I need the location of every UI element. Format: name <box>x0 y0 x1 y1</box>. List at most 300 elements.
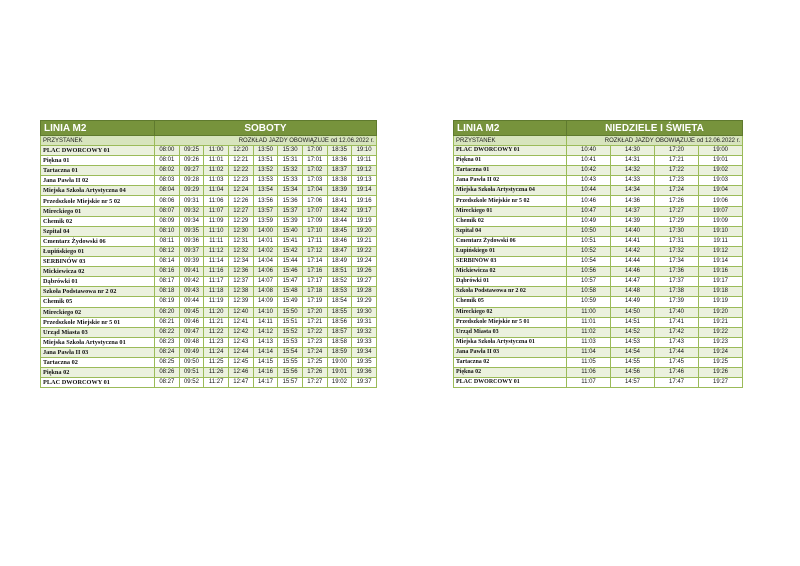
departure-time: 17:43 <box>655 337 699 347</box>
departure-time: 14:54 <box>611 347 655 357</box>
departure-time: 19:23 <box>699 337 743 347</box>
table-row <box>454 357 743 367</box>
departure-time: 17:40 <box>655 307 699 317</box>
departure-time: 08:03 <box>155 176 180 186</box>
table-row <box>454 166 743 176</box>
departure-time: 09:42 <box>179 277 204 287</box>
sunday-subheader-row <box>454 136 743 146</box>
departure-time: 17:06 <box>302 196 327 206</box>
departure-time: 08:16 <box>155 267 180 277</box>
stop-name: Szkoła Podstawowa nr 2 02 <box>454 287 567 297</box>
departure-time: 12:27 <box>228 206 253 216</box>
departure-time: 19:12 <box>699 246 743 256</box>
departure-time: 10:47 <box>567 206 611 216</box>
departure-time: 17:21 <box>302 317 327 327</box>
departure-time: 17:34 <box>655 257 699 267</box>
table-row <box>41 317 377 327</box>
table-row <box>41 327 377 337</box>
departure-time: 17:23 <box>302 337 327 347</box>
departure-time: 17:27 <box>302 378 327 388</box>
departure-time: 19:20 <box>352 226 377 236</box>
departure-time: 13:52 <box>253 166 278 176</box>
stop-name: Tartaczna 01 <box>41 166 155 176</box>
departure-time: 15:37 <box>278 206 303 216</box>
departure-time: 17:03 <box>302 176 327 186</box>
departure-time: 19:34 <box>352 347 377 357</box>
departure-time: 18:38 <box>327 176 352 186</box>
departure-time: 09:36 <box>179 236 204 246</box>
table-row <box>41 216 377 226</box>
departure-time: 17:01 <box>302 156 327 166</box>
table-row <box>454 277 743 287</box>
departure-time: 14:13 <box>253 337 278 347</box>
saturday-subheader-row <box>41 136 377 146</box>
departure-time: 13:53 <box>253 176 278 186</box>
departure-time: 08:26 <box>155 368 180 378</box>
departure-time: 17:02 <box>302 166 327 176</box>
departure-time: 19:24 <box>352 257 377 267</box>
departure-time: 19:32 <box>352 327 377 337</box>
departure-time: 12:47 <box>228 378 253 388</box>
departure-time: 17:31 <box>655 236 699 246</box>
departure-time: 08:02 <box>155 166 180 176</box>
table-row <box>41 287 377 297</box>
table-row <box>454 327 743 337</box>
departure-time: 19:10 <box>352 146 377 156</box>
departure-time: 12:40 <box>228 307 253 317</box>
departure-time: 14:57 <box>611 378 655 388</box>
stop-name: SERBINÓW 03 <box>454 257 567 267</box>
departure-time: 17:09 <box>302 216 327 226</box>
table-row <box>41 156 377 166</box>
departure-time: 19:21 <box>699 317 743 327</box>
departure-time: 17:24 <box>302 347 327 357</box>
departure-time: 15:57 <box>278 378 303 388</box>
departure-time: 17:17 <box>302 277 327 287</box>
stop-name: Łupińskiego 01 <box>41 246 155 256</box>
departure-time: 11:07 <box>567 378 611 388</box>
departure-time: 08:23 <box>155 337 180 347</box>
departure-time: 19:27 <box>699 378 743 388</box>
departure-time: 09:51 <box>179 368 204 378</box>
table-row <box>41 277 377 287</box>
departure-time: 09:52 <box>179 378 204 388</box>
departure-time: 17:20 <box>302 307 327 317</box>
departure-time: 08:27 <box>155 378 180 388</box>
departure-time: 13:57 <box>253 206 278 216</box>
departure-time: 19:19 <box>352 216 377 226</box>
table-row <box>41 226 377 236</box>
departure-time: 14:48 <box>611 287 655 297</box>
departure-time: 17:24 <box>655 186 699 196</box>
departure-time: 10:56 <box>567 267 611 277</box>
departure-time: 17:11 <box>302 236 327 246</box>
sunday-rows <box>454 146 743 388</box>
departure-time: 18:36 <box>327 156 352 166</box>
departure-time: 11:12 <box>204 246 229 256</box>
departure-time: 13:56 <box>253 196 278 206</box>
departure-time: 12:23 <box>228 176 253 186</box>
departure-time: 14:15 <box>253 357 278 367</box>
stop-column-header: PRZYSTANEK <box>41 136 155 146</box>
stop-name: Mireckiego 02 <box>454 307 567 317</box>
table-row <box>454 186 743 196</box>
departure-time: 17:23 <box>655 176 699 186</box>
departure-time: 10:42 <box>567 166 611 176</box>
departure-time: 17:39 <box>655 297 699 307</box>
departure-time: 19:36 <box>352 368 377 378</box>
departure-time: 11:26 <box>204 368 229 378</box>
departure-time: 19:27 <box>352 277 377 287</box>
departure-time: 12:42 <box>228 327 253 337</box>
departure-time: 12:31 <box>228 236 253 246</box>
stop-name: Mireckiego 02 <box>41 307 155 317</box>
departure-time: 09:50 <box>179 357 204 367</box>
departure-time: 17:12 <box>302 246 327 256</box>
departure-time: 18:54 <box>327 297 352 307</box>
departure-time: 15:49 <box>278 297 303 307</box>
departure-time: 11:22 <box>204 327 229 337</box>
departure-time: 12:22 <box>228 166 253 176</box>
departure-time: 11:23 <box>204 337 229 347</box>
departure-time: 09:26 <box>179 156 204 166</box>
line-name: LINIA M2 <box>41 121 155 136</box>
departure-time: 19:12 <box>352 166 377 176</box>
stop-name: Łupińskiego 01 <box>454 246 567 256</box>
departure-time: 09:48 <box>179 337 204 347</box>
departure-time: 17:07 <box>302 206 327 216</box>
departure-time: 14:41 <box>611 236 655 246</box>
departure-time: 12:37 <box>228 277 253 287</box>
stop-name: Jana Pawła II 02 <box>454 176 567 186</box>
line-name: LINIA M2 <box>454 121 567 136</box>
table-row <box>41 196 377 206</box>
departure-time: 09:25 <box>179 146 204 156</box>
departure-time: 14:33 <box>611 176 655 186</box>
departure-time: 15:33 <box>278 176 303 186</box>
departure-time: 15:31 <box>278 156 303 166</box>
departure-time: 18:55 <box>327 307 352 317</box>
departure-time: 19:24 <box>699 347 743 357</box>
departure-time: 19:11 <box>699 236 743 246</box>
table-row <box>41 246 377 256</box>
departure-time: 17:25 <box>302 357 327 367</box>
stop-name: Chemik 02 <box>41 216 155 226</box>
departure-time: 18:47 <box>327 246 352 256</box>
departure-time: 18:56 <box>327 317 352 327</box>
departure-time: 17:04 <box>302 186 327 196</box>
departure-time: 14:00 <box>253 226 278 236</box>
table-row <box>454 287 743 297</box>
departure-time: 15:56 <box>278 368 303 378</box>
table-row <box>454 307 743 317</box>
table-row <box>41 267 377 277</box>
departure-time: 12:32 <box>228 246 253 256</box>
departure-time: 14:32 <box>611 166 655 176</box>
departure-time: 15:32 <box>278 166 303 176</box>
departure-time: 15:48 <box>278 287 303 297</box>
departure-time: 14:46 <box>611 267 655 277</box>
departure-time: 19:20 <box>699 307 743 317</box>
departure-time: 10:51 <box>567 236 611 246</box>
departure-time: 17:41 <box>655 317 699 327</box>
departure-time: 14:50 <box>611 307 655 317</box>
departure-time: 19:30 <box>352 307 377 317</box>
stop-name: PLAC DWORCOWY 01 <box>41 378 155 388</box>
departure-time: 19:19 <box>699 297 743 307</box>
stop-name: Mireckiego 01 <box>41 206 155 216</box>
departure-time: 17:22 <box>302 327 327 337</box>
departure-time: 08:06 <box>155 196 180 206</box>
table-row <box>454 378 743 388</box>
departure-time: 17:46 <box>655 368 699 378</box>
departure-time: 08:19 <box>155 297 180 307</box>
departure-time: 12:20 <box>228 146 253 156</box>
departure-time: 17:38 <box>655 287 699 297</box>
table-row <box>454 236 743 246</box>
departure-time: 17:29 <box>655 216 699 226</box>
departure-time: 19:04 <box>699 186 743 196</box>
table-row <box>454 347 743 357</box>
departure-time: 11:25 <box>204 357 229 367</box>
departure-time: 14:55 <box>611 357 655 367</box>
departure-time: 19:29 <box>352 297 377 307</box>
stop-name: Mickiewicza 02 <box>41 267 155 277</box>
departure-time: 14:30 <box>611 146 655 156</box>
departure-time: 09:32 <box>179 206 204 216</box>
departure-time: 10:43 <box>567 176 611 186</box>
departure-time: 12:26 <box>228 196 253 206</box>
departure-time: 18:53 <box>327 287 352 297</box>
stop-name: Urząd Miasta 03 <box>454 327 567 337</box>
departure-time: 19:02 <box>327 378 352 388</box>
departure-time: 11:18 <box>204 287 229 297</box>
saturday-rows <box>41 146 377 388</box>
departure-time: 14:56 <box>611 368 655 378</box>
departure-time: 12:38 <box>228 287 253 297</box>
departure-time: 18:57 <box>327 327 352 337</box>
stop-name: Dąbrówki 01 <box>454 277 567 287</box>
departure-time: 10:41 <box>567 156 611 166</box>
departure-time: 12:44 <box>228 347 253 357</box>
departure-time: 19:14 <box>352 186 377 196</box>
departure-time: 14:53 <box>611 337 655 347</box>
departure-time: 10:50 <box>567 226 611 236</box>
departure-time: 14:17 <box>253 378 278 388</box>
departure-time: 19:00 <box>699 146 743 156</box>
departure-time: 13:54 <box>253 186 278 196</box>
departure-time: 19:37 <box>352 378 377 388</box>
departure-time: 19:13 <box>352 176 377 186</box>
departure-time: 15:47 <box>278 277 303 287</box>
departure-time: 11:06 <box>204 196 229 206</box>
departure-time: 19:35 <box>352 357 377 367</box>
day-type-title: SOBOTY <box>155 121 377 136</box>
departure-time: 11:24 <box>204 347 229 357</box>
departure-time: 09:43 <box>179 287 204 297</box>
departure-time: 11:27 <box>204 378 229 388</box>
table-row <box>454 337 743 347</box>
stop-name: Miejska Szkoła Artystyczna 04 <box>454 186 567 196</box>
table-row <box>454 267 743 277</box>
stop-name: Mickiewicza 02 <box>454 267 567 277</box>
departure-time: 15:40 <box>278 226 303 236</box>
stop-name: Piękna 01 <box>41 156 155 166</box>
departure-time: 17:26 <box>655 196 699 206</box>
departure-time: 14:06 <box>253 267 278 277</box>
departure-time: 15:41 <box>278 236 303 246</box>
stop-name: Mireckiego 01 <box>454 206 567 216</box>
departure-time: 14:49 <box>611 297 655 307</box>
table-row <box>41 257 377 267</box>
departure-time: 09:39 <box>179 257 204 267</box>
departure-time: 19:33 <box>352 337 377 347</box>
departure-time: 12:21 <box>228 156 253 166</box>
departure-time: 11:06 <box>567 368 611 378</box>
stop-name: Piękna 02 <box>41 368 155 378</box>
departure-time: 18:52 <box>327 277 352 287</box>
stop-name: Chemik 05 <box>41 297 155 307</box>
departure-time: 12:29 <box>228 216 253 226</box>
departure-time: 11:14 <box>204 257 229 267</box>
departure-time: 14:10 <box>253 307 278 317</box>
table-row <box>41 347 377 357</box>
departure-time: 14:01 <box>253 236 278 246</box>
stop-name: Chemik 02 <box>454 216 567 226</box>
departure-time: 19:00 <box>327 357 352 367</box>
departure-time: 17:27 <box>655 206 699 216</box>
table-row <box>41 186 377 196</box>
departure-time: 14:42 <box>611 246 655 256</box>
stop-name: Cmentarz Żydowski 06 <box>41 236 155 246</box>
departure-time: 17:22 <box>655 166 699 176</box>
departure-time: 15:50 <box>278 307 303 317</box>
departure-time: 19:01 <box>699 156 743 166</box>
stop-name: Cmentarz Żydowski 06 <box>454 236 567 246</box>
departure-time: 10:54 <box>567 257 611 267</box>
departure-time: 17:36 <box>655 267 699 277</box>
departure-time: 12:24 <box>228 186 253 196</box>
stop-name: Piękna 02 <box>454 368 567 378</box>
stop-name: Chemik 05 <box>454 297 567 307</box>
departure-time: 15:39 <box>278 216 303 226</box>
departure-time: 18:49 <box>327 257 352 267</box>
departure-time: 14:02 <box>253 246 278 256</box>
stop-name: Tartaczna 01 <box>454 166 567 176</box>
departure-time: 19:31 <box>352 317 377 327</box>
departure-time: 19:03 <box>699 176 743 186</box>
departure-time: 17:18 <box>302 287 327 297</box>
stop-name: Przedszkole Miejskie nr 5 02 <box>41 196 155 206</box>
departure-time: 10:52 <box>567 246 611 256</box>
table-row <box>41 357 377 367</box>
departure-time: 19:14 <box>699 257 743 267</box>
table-row <box>454 257 743 267</box>
departure-time: 10:59 <box>567 297 611 307</box>
departure-time: 18:58 <box>327 337 352 347</box>
table-row <box>41 368 377 378</box>
departure-time: 19:21 <box>352 236 377 246</box>
departure-time: 08:11 <box>155 236 180 246</box>
departure-time: 09:31 <box>179 196 204 206</box>
departure-time: 11:00 <box>204 146 229 156</box>
departure-time: 19:06 <box>699 196 743 206</box>
stop-name: Piękna 01 <box>454 156 567 166</box>
departure-time: 14:14 <box>253 347 278 357</box>
departure-time: 18:35 <box>327 146 352 156</box>
departure-time: 14:12 <box>253 327 278 337</box>
departure-time: 18:46 <box>327 236 352 246</box>
departure-time: 14:08 <box>253 287 278 297</box>
departure-time: 14:44 <box>611 257 655 267</box>
departure-time: 17:47 <box>655 378 699 388</box>
departure-time: 19:25 <box>699 357 743 367</box>
departure-time: 15:46 <box>278 267 303 277</box>
departure-time: 15:55 <box>278 357 303 367</box>
departure-time: 18:45 <box>327 226 352 236</box>
departure-time: 10:44 <box>567 186 611 196</box>
departure-time: 09:49 <box>179 347 204 357</box>
departure-time: 11:09 <box>204 216 229 226</box>
departure-time: 08:17 <box>155 277 180 287</box>
departure-time: 15:30 <box>278 146 303 156</box>
departure-time: 14:37 <box>611 206 655 216</box>
departure-time: 17:16 <box>302 267 327 277</box>
departure-time: 12:41 <box>228 317 253 327</box>
table-row <box>454 176 743 186</box>
stop-name: Jana Pawła II 03 <box>454 347 567 357</box>
table-row <box>454 317 743 327</box>
departure-time: 11:16 <box>204 267 229 277</box>
departure-time: 14:04 <box>253 257 278 267</box>
stop-name: Miejska Szkoła Artystyczna 01 <box>41 337 155 347</box>
departure-time: 12:30 <box>228 226 253 236</box>
departure-time: 19:28 <box>352 287 377 297</box>
departure-time: 11:20 <box>204 307 229 317</box>
departure-time: 15:53 <box>278 337 303 347</box>
departure-time: 11:02 <box>567 327 611 337</box>
departure-time: 09:27 <box>179 166 204 176</box>
departure-time: 08:14 <box>155 257 180 267</box>
departure-time: 11:01 <box>567 317 611 327</box>
departure-time: 19:17 <box>352 206 377 216</box>
departure-time: 19:11 <box>352 156 377 166</box>
departure-time: 08:22 <box>155 327 180 337</box>
stop-name: Jana Pawła II 03 <box>41 347 155 357</box>
departure-time: 08:10 <box>155 226 180 236</box>
departure-time: 11:04 <box>204 186 229 196</box>
departure-time: 09:46 <box>179 317 204 327</box>
departure-time: 09:28 <box>179 176 204 186</box>
table-row <box>454 226 743 236</box>
departure-time: 17:30 <box>655 226 699 236</box>
departure-time: 08:01 <box>155 156 180 166</box>
stop-name: Jana Pawła II 02 <box>41 176 155 186</box>
departure-time: 17:19 <box>302 297 327 307</box>
table-row <box>454 246 743 256</box>
sunday-timetable <box>453 120 743 388</box>
table-row <box>454 216 743 226</box>
table-row <box>454 156 743 166</box>
departure-time: 08:07 <box>155 206 180 216</box>
stop-name: Przedszkole Miejskie nr 5 01 <box>454 317 567 327</box>
departure-time: 08:04 <box>155 186 180 196</box>
departure-time: 14:39 <box>611 216 655 226</box>
departure-time: 11:21 <box>204 317 229 327</box>
table-row <box>41 378 377 388</box>
stop-name: Urząd Miasta 03 <box>41 327 155 337</box>
departure-time: 14:07 <box>253 277 278 287</box>
